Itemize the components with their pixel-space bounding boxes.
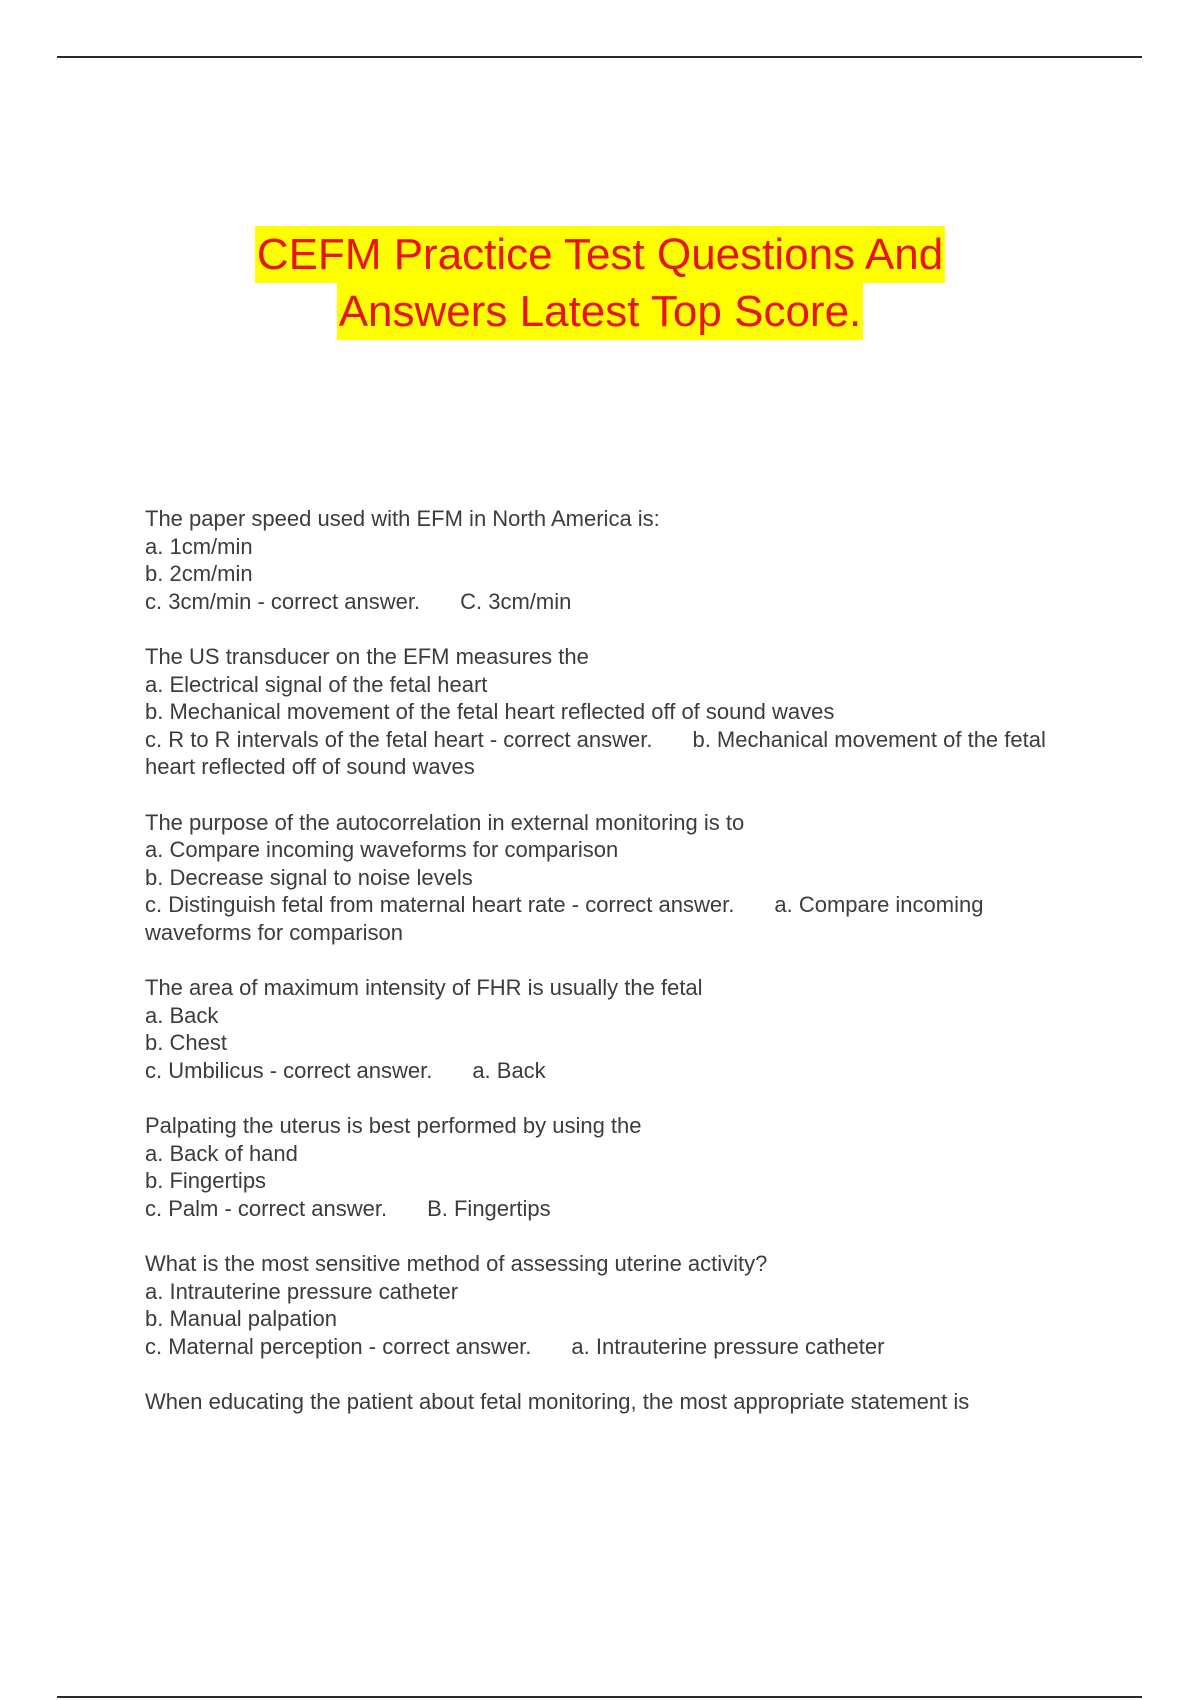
question-stem: The purpose of the autocorrelation in external monitoring is to: [145, 809, 745, 835]
option-b: b. Manual palpation: [145, 1306, 338, 1331]
question-1: [145, 505, 1095, 615]
question-stem: The US transducer on the EFM measures the: [145, 644, 589, 669]
answer-text: a. Intrauterine pressure catheter: [571, 1333, 885, 1359]
option-c: c. Umbilicus: [145, 1057, 264, 1083]
question-stem: When educating the patient about fetal monitoring, the most appropriate statement is: [145, 1389, 970, 1414]
correct-answer-marker: - correct answer.: [368, 1333, 532, 1359]
bottom-rule: [57, 1696, 1142, 1698]
correct-answer-marker: - correct answer.: [224, 1195, 388, 1221]
option-a: a. Back of hand: [145, 1140, 298, 1166]
title-line-2: Answers Latest Top Score.: [337, 283, 864, 340]
option-c: c. Palm: [145, 1195, 219, 1221]
option-a: a. Compare incoming waveforms for comparison: [145, 837, 619, 862]
option-b: b. Decrease signal to noise levels: [145, 864, 473, 890]
question-stem: The paper speed used with EFM in North America is:: [145, 506, 660, 531]
option-c: c. R to R intervals of the fetal heart: [145, 726, 484, 752]
option-c-with-answer: [145, 891, 1095, 946]
option-a: a. Back: [145, 1002, 219, 1028]
option-b: b. Fingertips: [145, 1168, 267, 1193]
answer-text: a. Back: [472, 1057, 546, 1083]
option-b: b. Mechanical movement of the fetal heart reflected off of sound waves: [145, 699, 835, 724]
option-c-with-answer: [145, 1057, 1095, 1085]
answer-text: C. 3cm/min: [460, 588, 572, 614]
correct-answer-marker: - correct answer.: [489, 726, 653, 752]
question-list: [145, 505, 1095, 1444]
question-stem: The area of maximum intensity of FHR is usually the fetal: [145, 975, 703, 1000]
answer-text: B. Fingertips: [427, 1195, 551, 1221]
option-c-with-answer: [145, 1195, 1095, 1223]
question-3: [145, 809, 1095, 947]
option-a: a. 1cm/min: [145, 533, 253, 559]
question-5: [145, 1112, 1095, 1222]
question-6: [145, 1250, 1095, 1360]
option-a: a. Electrical signal of the fetal heart: [145, 671, 488, 697]
option-a: a. Intrauterine pressure catheter: [145, 1278, 459, 1304]
question-stem: Palpating the uterus is best performed by using the: [145, 1113, 642, 1138]
top-rule: [57, 56, 1142, 58]
document-title: [0, 226, 1200, 340]
option-c: c. 3cm/min: [145, 588, 252, 614]
correct-answer-marker: - correct answer.: [257, 588, 421, 614]
option-c-with-answer: [145, 726, 1095, 781]
correct-answer-marker: - correct answer.: [269, 1057, 433, 1083]
answer-text: b. Mechanical movement of the fetal heart reflected off of sound waves: [145, 726, 1046, 779]
correct-answer-marker: - correct answer.: [571, 892, 735, 917]
answer-text: a. Compare incoming waveforms for comparison: [145, 892, 984, 945]
title-line-1: CEFM Practice Test Questions And: [255, 226, 945, 283]
option-b: b. 2cm/min: [145, 561, 253, 586]
option-c: c. Distinguish fetal from maternal heart rate: [145, 892, 566, 917]
question-7: [145, 1388, 1095, 1416]
option-c-with-answer: [145, 588, 1095, 616]
question-stem: What is the most sensitive method of assessing uterine activity?: [145, 1251, 768, 1276]
option-b: b. Chest: [145, 1030, 227, 1055]
question-4: [145, 974, 1095, 1084]
option-c: c. Maternal perception: [145, 1333, 363, 1359]
option-c-with-answer: [145, 1333, 1095, 1361]
question-2: [145, 643, 1095, 781]
